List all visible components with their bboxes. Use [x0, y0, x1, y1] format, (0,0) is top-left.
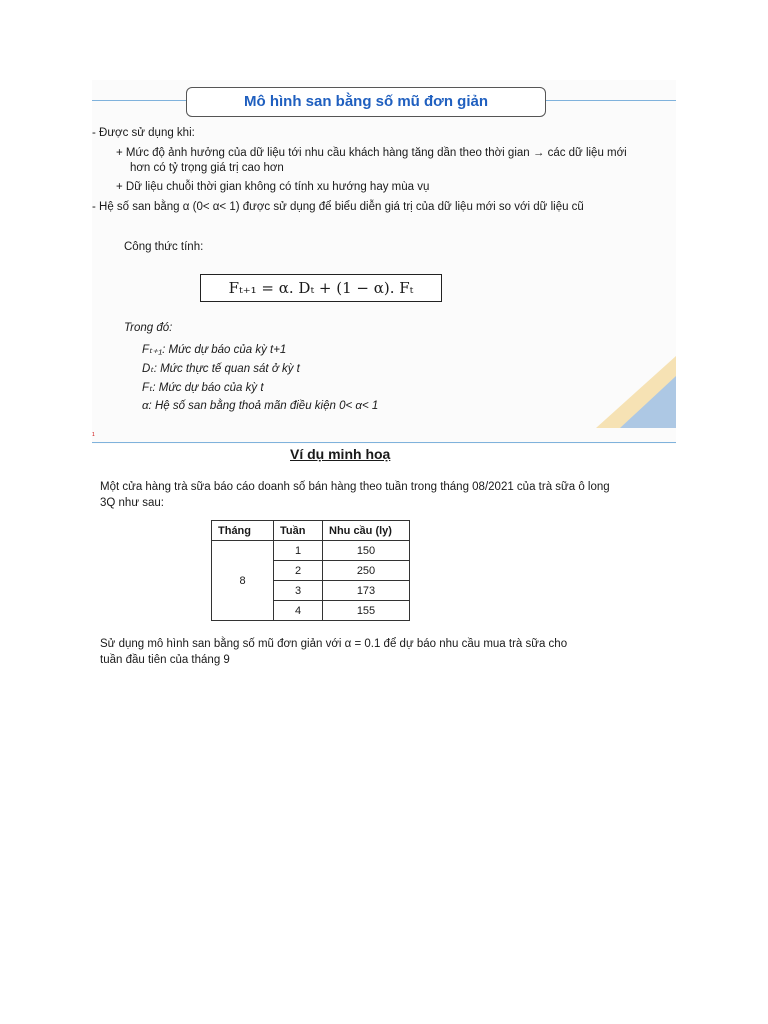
- title-rule-right: [545, 100, 676, 101]
- example-intro: Một cửa hàng trà sữa báo cáo doanh số bán hàng theo tuần trong tháng 08/2021 của trà sữa ô long: [100, 481, 610, 493]
- example-title: Ví dụ minh hoạ: [290, 446, 391, 462]
- definition-forecast: Fₜ: Mức dự báo của kỳ t: [142, 382, 264, 394]
- cell-week: 2: [274, 561, 323, 581]
- sub-bullet-no-trend: + Dữ liệu chuỗi thời gian không có tính xu hướng hay mùa vụ: [116, 181, 430, 193]
- table-row: [212, 541, 410, 561]
- formula-label: Công thức tính:: [124, 241, 204, 253]
- formula-box: Fₜ₊₁ = α. Dₜ + (1 − α). Fₜ: [200, 274, 442, 302]
- definition-actual: Dₜ: Mức thực tế quan sát ở kỳ t: [142, 363, 300, 375]
- where-label: Trong đó:: [124, 322, 173, 334]
- title-rule-left: [92, 100, 186, 101]
- cell-week: 4: [274, 601, 323, 621]
- cell-demand: 250: [323, 561, 410, 581]
- cell-week: 3: [274, 581, 323, 601]
- cell-demand: 155: [323, 601, 410, 621]
- demand-table: [211, 520, 410, 621]
- example-intro-cont: 3Q như sau:: [100, 497, 164, 509]
- definition-forecast-next: Fₜ₊₁: Mức dự báo của kỳ t+1: [142, 344, 287, 356]
- example-question: Sử dụng mô hình san bằng số mũ đơn giản với α = 0.1 để dự báo nhu cầu mua trà sữa cho: [100, 638, 568, 650]
- cell-demand: 173: [323, 581, 410, 601]
- table-header-row: [212, 521, 410, 541]
- sub-bullet-influence-cont: hơn có tỷ trọng giá trị cao hơn: [130, 162, 284, 174]
- header-month: Tháng: [212, 521, 274, 541]
- cell-week: 1: [274, 541, 323, 561]
- bullet-alpha: - Hệ số san bằng α (0< α< 1) được sử dụng để biểu diễn giá trị của dữ liệu mới so với dữ liệu cũ: [92, 201, 584, 213]
- header-week: Tuần: [274, 521, 323, 541]
- slide-marker: 1: [92, 432, 95, 438]
- cell-month: 8: [212, 541, 274, 621]
- cell-demand: 150: [323, 541, 410, 561]
- bullet-used-when: - Được sử dụng khi:: [92, 127, 195, 139]
- definition-alpha: α: Hệ số san bằng thoả mãn điều kiện 0< α< 1: [142, 400, 379, 412]
- sub-bullet-influence: + Mức độ ảnh hưởng của dữ liệu tới nhu cầu khách hàng tăng dần theo thời gian → các dữ liệu mới: [116, 147, 627, 159]
- example-question-cont: tuần đầu tiên của tháng 9: [100, 654, 230, 666]
- slide-title: Mô hình san bằng số mũ đơn giản: [186, 87, 546, 117]
- section-divider: [92, 442, 676, 443]
- header-demand: Nhu cầu (ly): [323, 521, 410, 541]
